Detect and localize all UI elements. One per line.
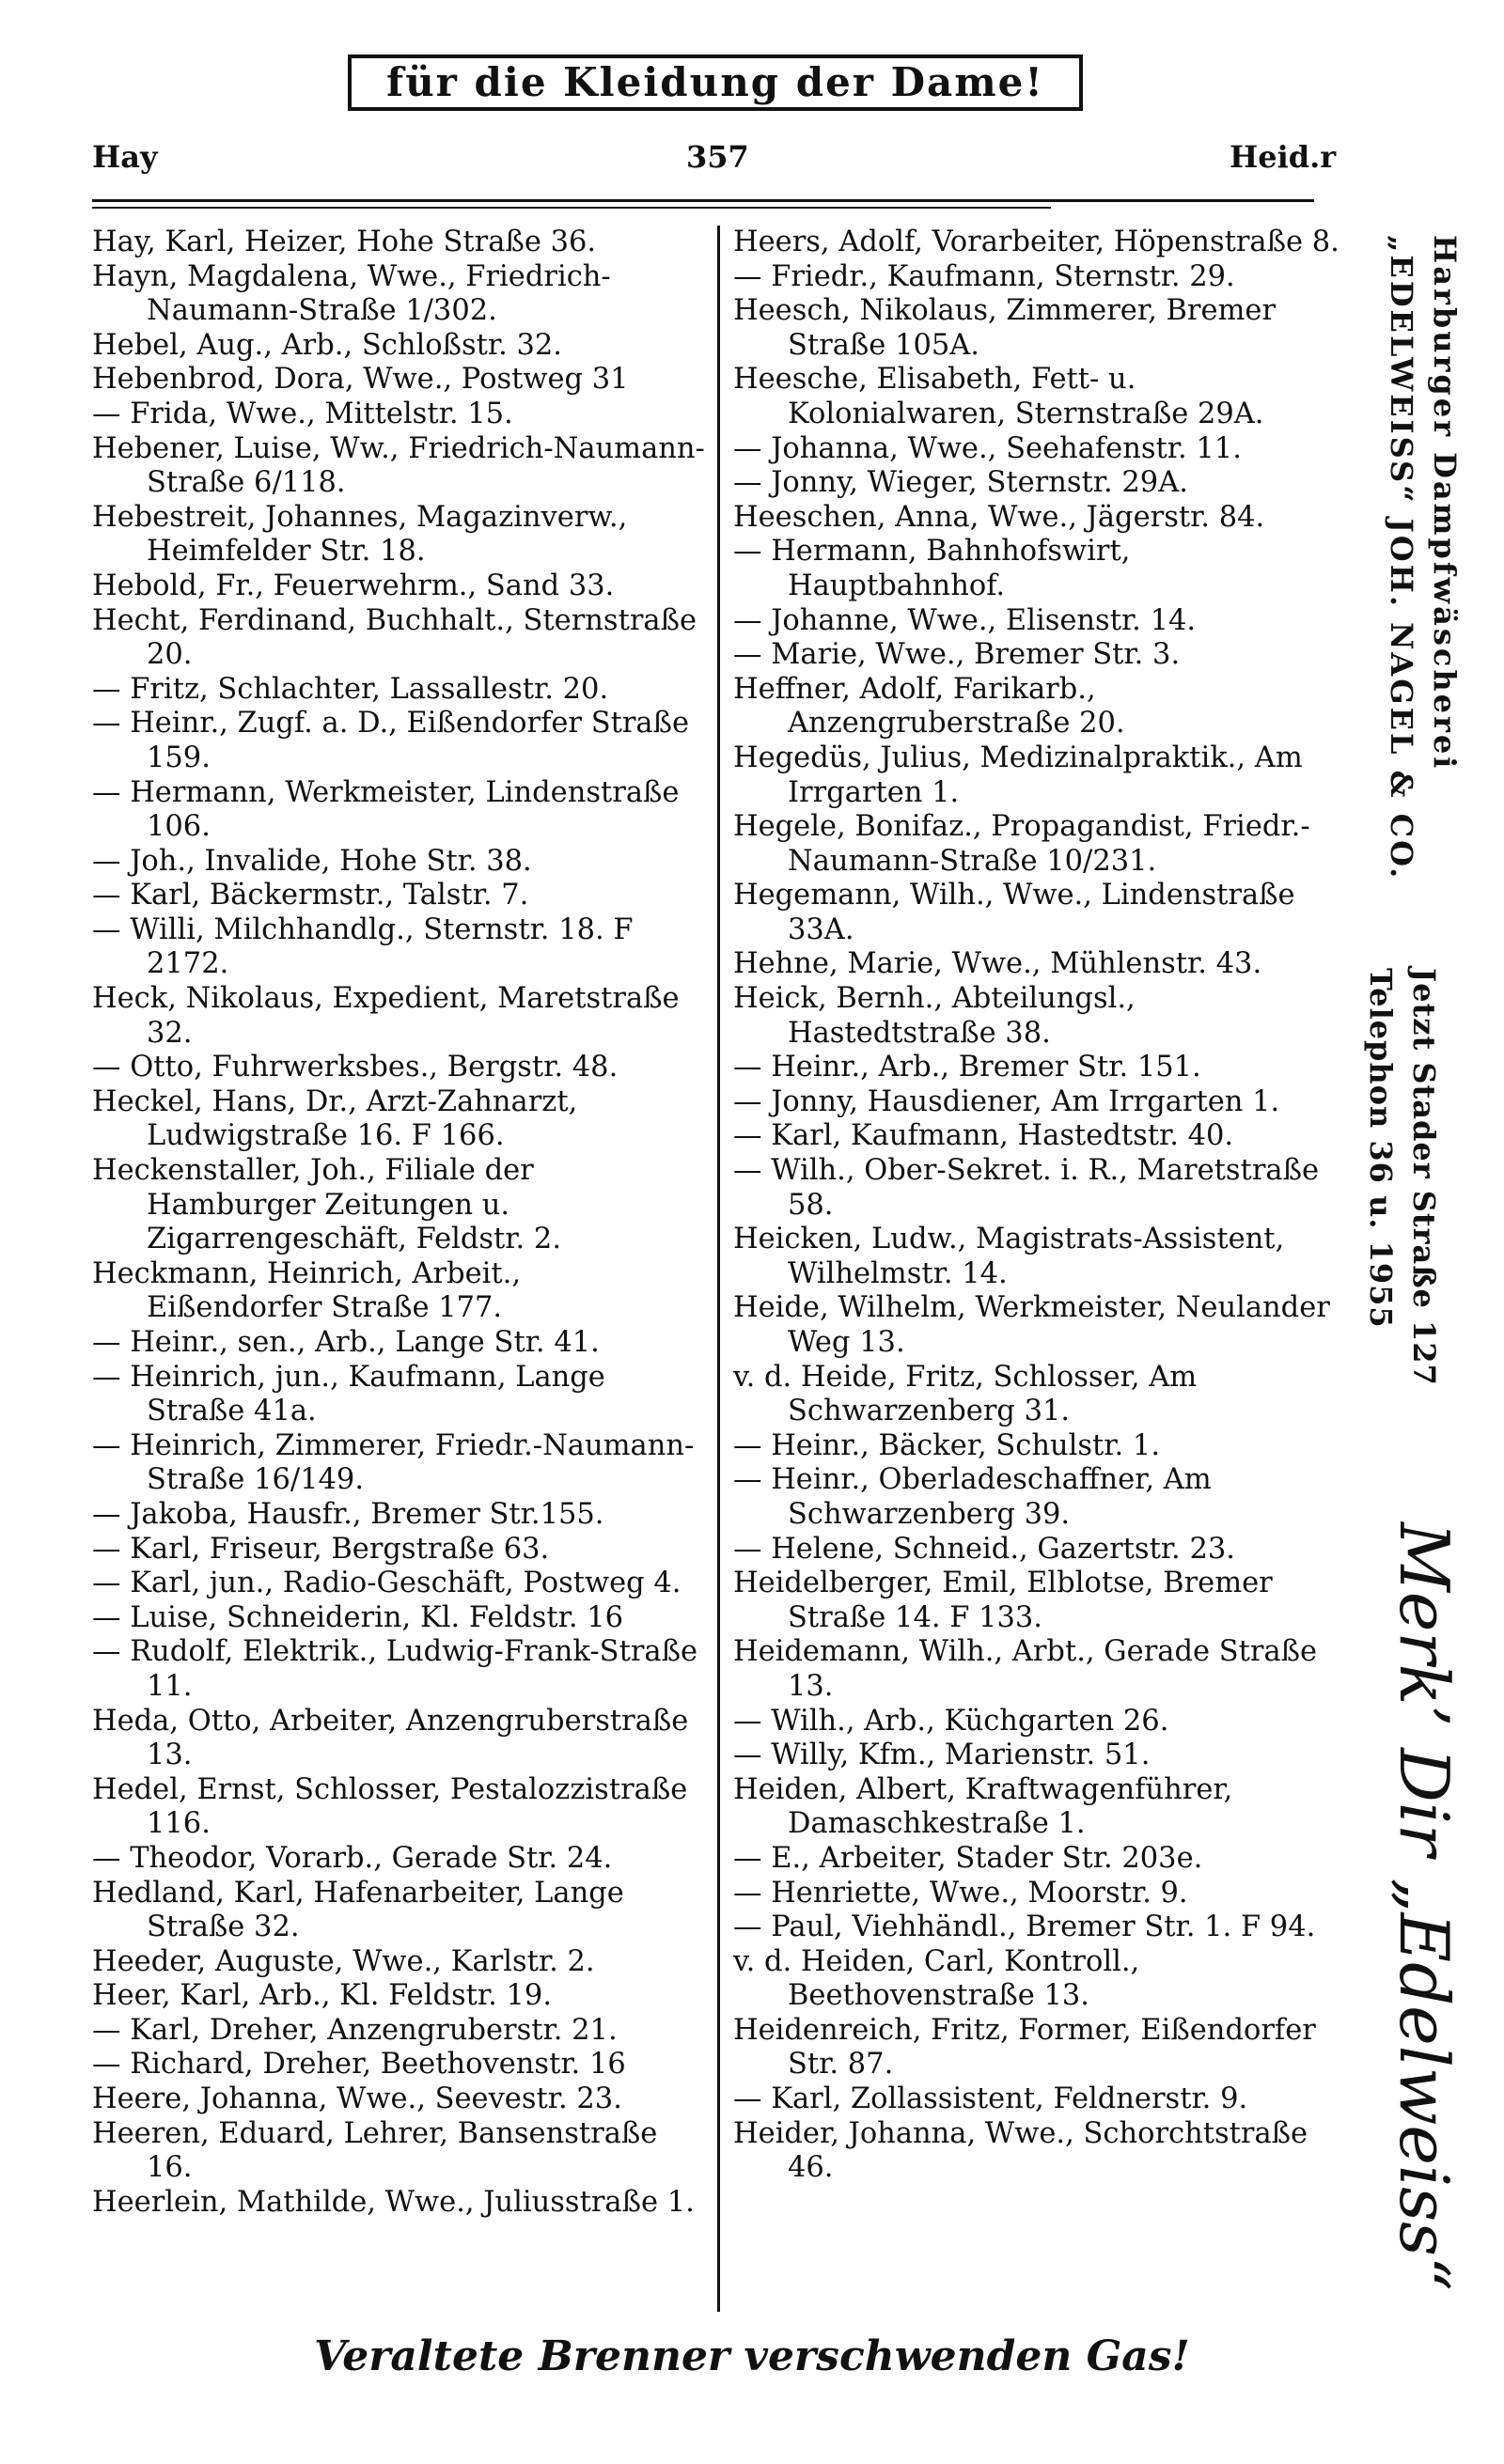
directory-entry: Hehne, Marie, Wwe., Mühlenstr. 43.: [733, 947, 1262, 981]
directory-entry: Hecht, Ferdinand, Buchhalt., Sternstraße 20.: [92, 603, 697, 672]
directory-entry: Heeschen, Anna, Wwe., Jägerstr. 84.: [733, 500, 1265, 534]
directory-entry: Heesch, Nikolaus, Zimmerer, Bremer Straße 105A.: [733, 294, 1277, 362]
directory-entry: — Friedr., Kaufmann, Sternstr. 29.: [733, 259, 1235, 293]
directory-entry: Heide, Wilhelm, Werkmeister, Neulander Weg 13.: [733, 1291, 1330, 1359]
directory-entry: Heda, Otto, Arbeiter, Anzengruberstraße 13.: [92, 1704, 689, 1772]
directory-entry: Heick, Bernh., Abteilungsl., Hastedtstraße 38.: [733, 982, 1136, 1050]
directory-entry: Hegele, Bonifaz., Propagandist, Friedr.-Naumann-Straße 10/231.: [733, 810, 1310, 878]
sidebar-ad-line4: Telephon 36 u. 1955: [1363, 968, 1399, 1329]
running-head-right: Heid.r: [1230, 139, 1337, 175]
directory-entry: v. d. Heiden, Carl, Kontroll., Beethovenstraße 13.: [733, 1944, 1140, 2013]
directory-entry: — Luise, Schneiderin, Kl. Feldstr. 16: [92, 1600, 624, 1634]
directory-entry: — E., Arbeiter, Stader Str. 203e.: [733, 1841, 1203, 1875]
directory-entry: — Karl, Dreher, Anzengruberstr. 21.: [92, 2013, 618, 2047]
directory-entry: — Willi, Milchhandlg., Sternstr. 18. F 2172.: [92, 912, 634, 981]
directory-entry: Hebenbrod, Dora, Wwe., Postweg 31: [92, 363, 629, 397]
right-column: [733, 226, 1349, 2186]
directory-entry: — Heinr., Oberladeschaffner, Am Schwarzenberg 39.: [733, 1463, 1212, 1531]
directory-entry: Heffner, Adolf, Farikarb., Anzengruberstraße 20.: [733, 672, 1125, 741]
header-rule-secondary: [92, 207, 1051, 209]
directory-entry: Hebold, Fr., Feuerwehrm., Sand 33.: [92, 569, 615, 602]
directory-entry: — Jonny, Wieger, Sternstr. 29A.: [733, 466, 1188, 500]
directory-entry: — Hermann, Werkmeister, Lindenstraße 106.: [92, 775, 680, 844]
directory-entry: Hay, Karl, Heizer, Hohe Straße 36.: [92, 226, 597, 258]
footer-advertisement: Veraltete Brenner verschwenden Gas!: [314, 2332, 1190, 2380]
directory-entry: — Marie, Wwe., Bremer Str. 3.: [733, 638, 1181, 672]
advertisement-banner: für die Kleidung der Dame!: [348, 55, 1083, 111]
directory-entry: — Heinrich, Zimmerer, Friedr.-Naumann-Straße 16/149.: [92, 1428, 695, 1497]
directory-entry: Hebestreit, Johannes, Magazinverw., Heimfelder Str. 18.: [92, 500, 628, 569]
sidebar-ad-line1: Harburger Dampfwäscherei: [1427, 235, 1463, 772]
directory-entry: Heere, Johanna, Wwe., Seevestr. 23.: [92, 2082, 622, 2116]
directory-entry: — Heinrich, jun., Kaufmann, Lange Straße 41a.: [92, 1360, 605, 1428]
sidebar-ad-line3: Jetzt Stader Straße 127: [1406, 968, 1442, 1386]
directory-entry: Heidelberger, Emil, Elblotse, Bremer Straße 14. F 133.: [733, 1567, 1273, 1634]
directory-entry: — Paul, Viehhändl., Bremer Str. 1. F 94.: [733, 1910, 1316, 1944]
left-column: [92, 226, 705, 2220]
directory-entry: v. d. Heide, Fritz, Schlosser, Am Schwarzenberg 31.: [733, 1360, 1198, 1428]
directory-entry: — Karl, Friseur, Bergstraße 63.: [92, 1532, 550, 1566]
directory-entry: Hegemann, Wilh., Wwe., Lindenstraße 33A.: [733, 879, 1295, 946]
directory-entry: Heckenstaller, Joh., Filiale der Hamburger Zeitungen u. Zigarrengeschäft, Feldstr. 2.: [92, 1154, 562, 1256]
directory-entry: — Johanna, Wwe., Seehafenstr. 11.: [733, 431, 1242, 465]
directory-entry: — Rudolf, Elektrik., Ludwig-Frank-Straße 11.: [92, 1635, 698, 1703]
directory-entry: — Heinr., Bäcker, Schulstr. 1.: [733, 1428, 1161, 1462]
directory-entry: — Frida, Wwe., Mittelstr. 15.: [92, 397, 513, 430]
sidebar-ad-company: [1380, 235, 1466, 881]
directory-entry: — Jakoba, Hausfr., Bremer Str.155.: [92, 1497, 604, 1531]
directory-entry: — Hermann, Bahnhofswirt, Hauptbahnhof.: [733, 535, 1131, 602]
directory-entry: Hebel, Aug., Arb., Schloßstr. 32.: [92, 328, 563, 362]
directory-entry: — Helene, Schneid., Gazertstr. 23.: [733, 1532, 1235, 1566]
directory-entry: — Karl, Zollassistent, Feldnerstr. 9.: [733, 2082, 1248, 2116]
directory-entry: — Johanne, Wwe., Elisenstr. 14.: [733, 603, 1197, 637]
sidebar-ad-slogan: Merk’ Dir „Edelweiss“: [1385, 1522, 1464, 2291]
sidebar-ad-line2: „EDELWEISS“ JOH. NAGEL & CO.: [1384, 235, 1419, 881]
directory-entry: Heicken, Ludw., Magistrats-Assistent, Wilhelmstr. 14.: [733, 1223, 1285, 1290]
directory-entry: Hegedüs, Julius, Medizinalpraktik., Am Irrgarten 1.: [733, 741, 1303, 809]
directory-entry: Heesche, Elisabeth, Fett- u. Kolonialwaren, Sternstraße 29A.: [733, 363, 1264, 430]
directory-entry: — Wilh., Ober-Sekret. i. R., Maretstraße 58.: [733, 1154, 1320, 1222]
page-number: 357: [686, 139, 749, 175]
directory-entry: — Wilh., Arb., Küchgarten 26.: [733, 1704, 1169, 1738]
directory-entry: — Karl, Kaufmann, Hastedtstr. 40.: [733, 1119, 1234, 1153]
directory-entry: — Heinr., Arb., Bremer Str. 151.: [733, 1051, 1201, 1084]
directory-entry: Heiden, Albert, Kraftwagenführer, Damaschkestraße 1.: [733, 1772, 1233, 1841]
directory-entry: — Richard, Dreher, Beethovenstr. 16: [92, 2048, 626, 2082]
directory-entry: Heidemann, Wilh., Arbt., Gerade Straße 13.: [733, 1635, 1318, 1703]
directory-entry: Heider, Johanna, Wwe., Schorchtstraße 46.: [733, 2116, 1308, 2185]
directory-entry: Heerlein, Mathilde, Wwe., Juliusstraße 1.: [92, 2185, 695, 2219]
directory-entry: — Otto, Fuhrwerksbes., Bergstr. 48.: [92, 1051, 619, 1084]
directory-entry: — Willy, Kfm., Marienstr. 51.: [733, 1739, 1151, 1772]
directory-entry: — Heinr., sen., Arb., Lange Str. 41.: [92, 1326, 600, 1359]
sidebar-ad-address: [1359, 968, 1446, 1386]
directory-entry: Heckmann, Heinrich, Arbeit., Eißendorfer Straße 177.: [92, 1256, 522, 1325]
header-rule: [92, 199, 1314, 202]
column-divider: [717, 226, 720, 2312]
directory-entry: — Fritz, Schlachter, Lassallestr. 20.: [92, 672, 609, 706]
directory-entry: Heidenreich, Fritz, Former, Eißendorfer Str. 87.: [733, 2013, 1316, 2082]
running-head-left: Hay: [92, 139, 158, 175]
directory-entry: — Henriette, Wwe., Moorstr. 9.: [733, 1876, 1188, 1910]
directory-entry: Heeren, Eduard, Lehrer, Bansenstraße 16.: [92, 2116, 658, 2185]
directory-entry: — Karl, jun., Radio-Geschäft, Postweg 4.: [92, 1567, 682, 1600]
directory-entry: — Joh., Invalide, Hohe Str. 38.: [92, 844, 532, 878]
directory-entry: Heckel, Hans, Dr., Arzt-Zahnarzt, Ludwigstraße 16. F 166.: [92, 1084, 578, 1153]
directory-entry: Hayn, Magdalena, Wwe., Friedrich-Naumann-Straße 1/302.: [92, 259, 611, 328]
directory-entry: Heers, Adolf, Vorarbeiter, Höpenstraße 8.: [733, 226, 1340, 258]
directory-entry: Heck, Nikolaus, Expedient, Maretstraße 32.: [92, 982, 680, 1050]
directory-entry: Heer, Karl, Arb., Kl. Feldstr. 19.: [92, 1979, 553, 2013]
directory-entry: Hedland, Karl, Hafenarbeiter, Lange Straße 32.: [92, 1876, 624, 1944]
directory-entry: — Theodor, Vorarb., Gerade Str. 24.: [92, 1841, 613, 1875]
directory-entry: Heeder, Auguste, Wwe., Karlstr. 2.: [92, 1944, 595, 1978]
directory-entry: — Heinr., Zugf. a. D., Eißendorfer Straße 159.: [92, 707, 690, 774]
directory-entry: — Jonny, Hausdiener, Am Irrgarten 1.: [733, 1084, 1280, 1118]
directory-entry: Hebener, Luise, Ww., Friedrich-Naumann-Straße 6/118.: [92, 431, 705, 500]
directory-entry: Hedel, Ernst, Schlosser, Pestalozzistraße 116.: [92, 1772, 688, 1841]
directory-entry: — Karl, Bäckermstr., Talstr. 7.: [92, 879, 529, 912]
